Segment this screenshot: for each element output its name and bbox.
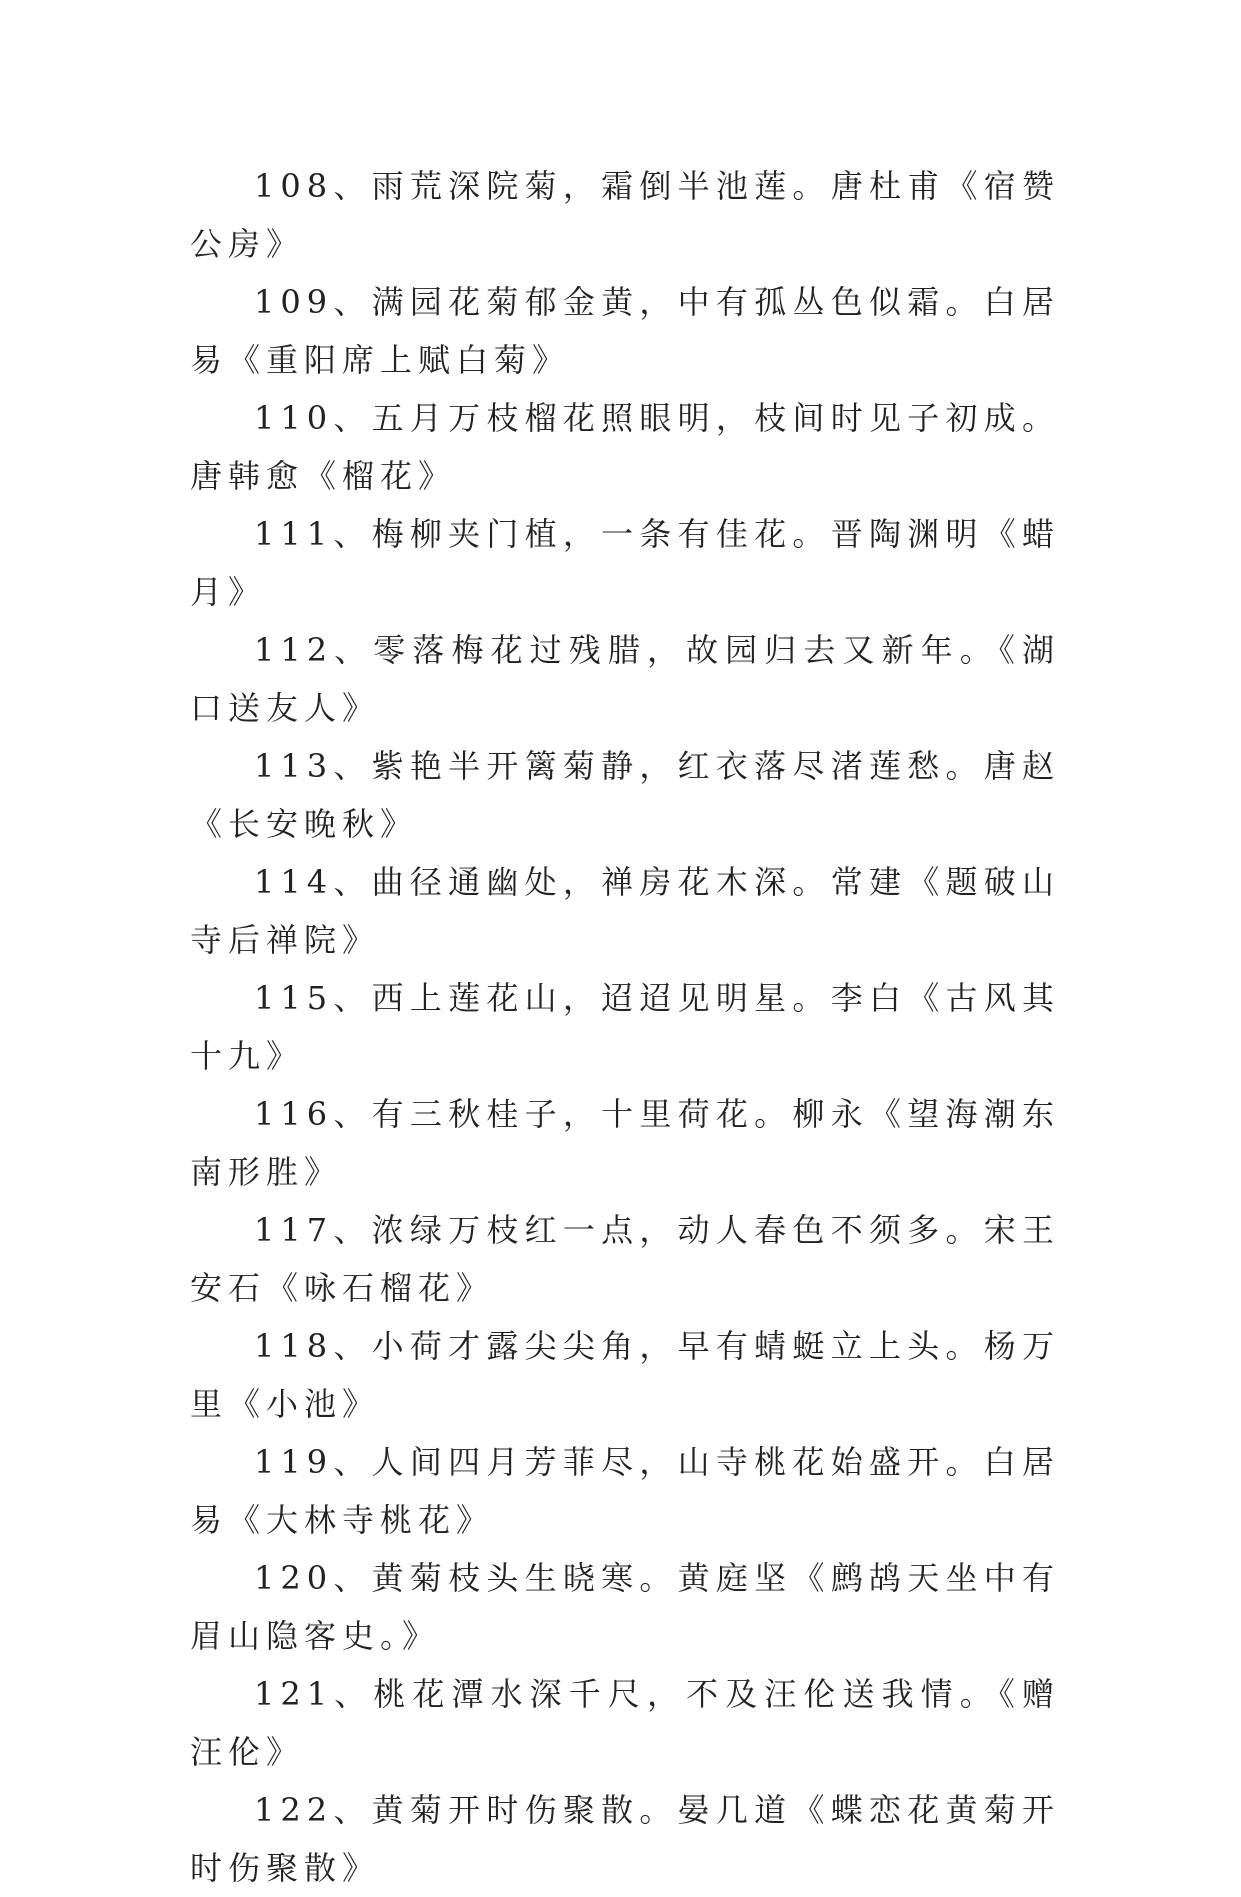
- poem-entry-108: 108、雨荒深院菊，霜倒半池莲。唐杜甫《宿赞公房》: [190, 167, 1060, 263]
- poem-entry-112: 112、零落梅花过残腊，故园归去又新年。《湖口送友人》: [190, 631, 1060, 727]
- poem-entry-116: 116、有三秋桂子，十里荷花。柳永《望海潮东南形胜》: [190, 1095, 1060, 1191]
- poem-entry-119: 119、人间四月芳菲尽，山寺桃花始盛开。白居易《大林寺桃花》: [190, 1443, 1060, 1539]
- poem-entry-110: 110、五月万枝榴花照眼明，枝间时见子初成。唐韩愈《榴花》: [190, 399, 1060, 495]
- poem-entry-120: 120、黄菊枝头生晓寒。黄庭坚《鹧鸪天坐中有眉山隐客史。》: [190, 1559, 1060, 1655]
- poem-entry-109: 109、满园花菊郁金黄，中有孤丛色似霜。白居易《重阳席上赋白菊》: [190, 283, 1060, 379]
- poem-entry-114: 114、曲径通幽处，禅房花木深。常建《题破山寺后禅院》: [190, 863, 1060, 959]
- poem-entry-113: 113、紫艳半开篱菊静，红衣落尽渚莲愁。唐赵《长安晚秋》: [190, 747, 1060, 843]
- poem-entry-122: 122、黄菊开时伤聚散。晏几道《蝶恋花黄菊开时伤聚散》: [190, 1791, 1060, 1887]
- poem-entry-118: 118、小荷才露尖尖角，早有蜻蜓立上头。杨万里《小池》: [190, 1327, 1060, 1423]
- poem-entry-117: 117、浓绿万枝红一点，动人春色不须多。宋王安石《咏石榴花》: [190, 1211, 1060, 1307]
- poem-list: [190, 157, 1060, 1897]
- poem-entry-111: 111、梅柳夹门植，一条有佳花。晋陶渊明《蜡月》: [190, 515, 1060, 611]
- poem-entry-121: 121、桃花潭水深千尺，不及汪伦送我情。《赠汪伦》: [190, 1675, 1060, 1771]
- poem-entry-115: 115、西上莲花山，迢迢见明星。李白《古风其十九》: [190, 979, 1060, 1075]
